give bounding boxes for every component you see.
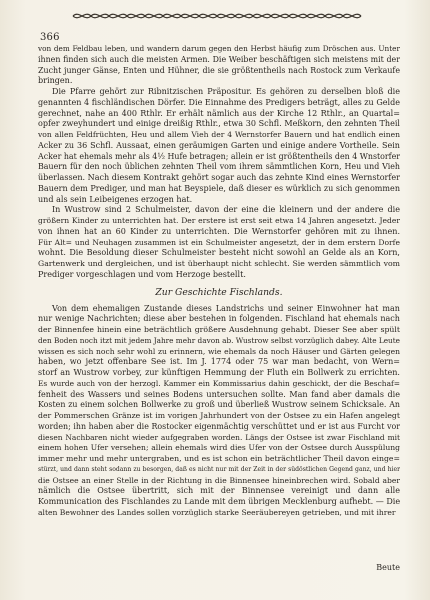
text-line: worden; ihn haben aber die Rostocker eigenmächtig verschüttet und er ist aus Furcht vor [38, 421, 400, 431]
text-line: ihnen finden sich auch die meisten Armen. Die Weiber beschäftigen sich meistens mit der [38, 54, 400, 64]
text-line: von allen Feldfrüchten, Heu und allem Vieh der 4 Wernstorfer Bauern und hat endlich einen [38, 130, 400, 139]
text-line: Gartenwerk und dergleichen, und ist überhaupt nicht schlecht. Sie werden sämmtlich vom [38, 259, 400, 268]
paragraph-1 [38, 44, 400, 87]
text-line: von dem Feldbau leben, und wandern darum gegen den Herbst häufig zum Dröschen aus. Unter [38, 44, 400, 53]
ornament-icon [67, 10, 367, 22]
text-line: fenheit des Wassers und seines Bodens untersuchen sollte. Man fand aber damals die [38, 389, 400, 399]
text-line: einem hohen Ufer versehen; allein ehemals wird dies Ufer von der Ostsee durch Ausspülung [38, 443, 400, 453]
text-line: In Wustrow sind 2 Schulmeister, davon der eine die kleinern und der andere die [52, 205, 400, 215]
text-line: größern Kinder zu unterrichten hat. Der erstere ist erst seit etwa 14 Jahren angesetzt. Jeder [38, 216, 400, 225]
text-line: wissen es sich noch sehr wohl zu erinnern, wie ehemals da noch Häuser und Gärten gelegen [38, 346, 400, 356]
text-line: und als sein Leibeigenes erzogen hat. [38, 194, 193, 204]
text-line: Für Alt= und Neuhagen zusammen ist ein Schulmeister angesetzt, der in dem erstern Dorfe [38, 237, 400, 247]
page-header [36, 10, 398, 28]
text-line: Zucht junger Gänse, Enten und Hühner, die sie größtentheils nach Rostock zum Verkaufe [38, 65, 400, 75]
text-line: Es wurde auch von der herzogl. Kammer ein Kommissarius dahin geschickt, der die Beschaf= [38, 378, 400, 388]
text-line: opfer zweyhundert und einige dreißig Rthlr., etwa 30 Schfl. Meßkorn, den zehnten Theil [38, 119, 400, 129]
text-line: der Binnenfee hinein eine beträchtlich größere Ausdehnung gehabt. Dieser See aber spült [38, 325, 400, 334]
paragraph-4 [38, 304, 400, 519]
text-line: diesen Nachbaren nicht wieder aufgegraben worden. Längs der Ostsee ist zwar Fischland mit [38, 432, 400, 442]
text-line: nur wenige Nachrichten; diese aber bestehen in folgenden. Fischland hat ehemals nach [38, 314, 400, 324]
text-line: nämlich die Ostsee übertritt, sich mit der Binnensee vereinigt und dann alle [38, 486, 400, 496]
text-line: gerechnet, nahe an 400 Rthlr. Er erhält nämlich aus der Kirche 12 Rthlr., an Quartal= [38, 108, 400, 118]
section-title: Zur Geschichte Fischlands. [155, 286, 283, 298]
text-line: Die Pfarre gehört zur Ribnitzischen Präpositur. Es gehören zu derselben bloß die [52, 87, 400, 96]
text-line: genannten 4 fischländischen Dörfer. Die Einnahme des Predigers beträgt, alles zu Gelde [38, 97, 400, 107]
text-line: Kosten zu einem solchen Bollwerke zu groß und überließ Wustrow seinem Schicksale. An [38, 400, 400, 410]
text-line: Bauern dem Prediger, und man hat Beyspiele, daß dieser es würklich zu sich genommen [38, 183, 400, 193]
text-line: Von dem ehemaligen Zustande dieses Landstrichs und seiner Einwohner hat man [52, 303, 400, 313]
text-line: haben, wo jetzt offenbare See ist. Im J. 1774 oder 75 war man bedacht, von Wern= [38, 357, 400, 367]
text-line: Bauern für den noch üblichen zehnten Theil vom ihrem sämmtlichen Korn, Heu und Vieh [38, 162, 400, 172]
decorative-ornament-rule [36, 10, 398, 22]
text-line: immer mehr und mehr untergraben, und es ist schon ein beträchtlicher Theil davon einge= [38, 454, 400, 463]
text-line: die Ostsee an einer Stelle in der Richtung in die Binnensee hineinbrechen wird. Sobald aber [38, 475, 400, 485]
text-line: Acker zu 36 Schfl. Aussaat, einen geräumigen Garten und einige andere Vortheile. Sein [38, 140, 400, 150]
text-line: bringen. [38, 76, 73, 86]
catchword: Beute [376, 563, 400, 572]
page-number: 366 [40, 32, 60, 43]
text-line: Prediger vorgeschlagen und vom Herzoge bestellt. [38, 269, 246, 279]
text-line: von ihnen hat an 60 Kinder zu unterrichten. Die Wernstorfer gehören mit zu ihnen. [38, 226, 400, 236]
paragraph-3 [38, 205, 400, 280]
text-line: Kommunication des Fischlandes zu Lande mit dem übrigen Mecklenburg aufhebt. — Die [38, 497, 400, 506]
text-line: wohnt. Die Besoldung dieser Schulmeister besteht nicht sowohl an Gelde als an Korn, [38, 248, 400, 258]
text-line: storf an Wustrow vorbey, zur künftigen Hemmung der Fluth ein Bollwerk zu errichten. [38, 368, 400, 377]
text-line: der Pommerschen Gränze ist im vorigen Jahrhundert von der Ostsee zu ein Hafen angelegt [38, 411, 400, 420]
text-line: Acker hat ehemals mehr als 4½ Hufe betragen; allein er ist größtentheils den 4 Wnstorfer [38, 151, 400, 161]
text-line: alten Bewohner des Landes sollen vorzüglich starke Seeräubereyen getrieben, und mit ihrer [38, 507, 396, 517]
text-line: den Boden noch itzt mit jedem Jahre mehr davon ab. Wustrow selbst vorzüglich dabey. Alte Leute [38, 335, 400, 345]
text-line: stürzt, und dann steht sodann zu besorgen, daß es nicht nur mit der Zeit in der südöstlichen Gegend ganz, und hier [38, 465, 400, 473]
paragraph-2 [38, 87, 400, 205]
text-line: überlassen. Nach diesem Kontrakt gehört sogar auch das zehnte Kind eines Wernstorfer [38, 173, 400, 182]
page-body [38, 44, 400, 519]
